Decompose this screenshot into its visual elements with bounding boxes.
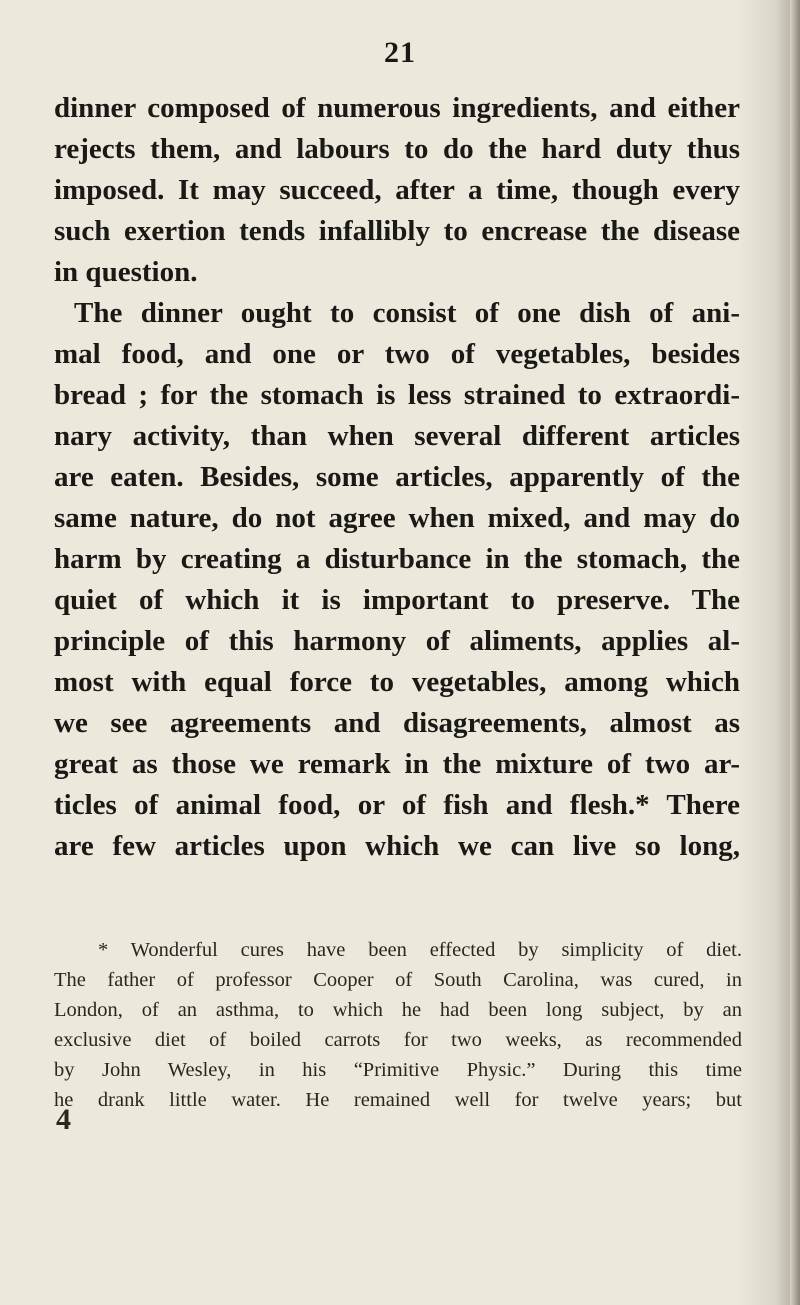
text-line: mal food, and one or two of vegetables, besides — [54, 338, 740, 370]
text-line: same nature, do not agree when mixed, and may do — [54, 502, 740, 534]
text-line: imposed. It may succeed, after a time, though every — [54, 174, 740, 206]
text-line: rejects them, and labours to do the hard duty thus — [54, 133, 740, 165]
footnote-line: by John Wesley, in his “Primitive Physic.” During this time — [54, 1059, 742, 1081]
text-line: dinner composed of numerous ingredients, and either — [54, 92, 740, 124]
footnote-line: The father of professor Cooper of South Carolina, was cured, in — [54, 969, 742, 991]
text-line: bread ; for the stomach is less strained to extraordi- — [54, 379, 740, 411]
text-line: great as those we remark in the mixture of two ar- — [54, 748, 740, 780]
footnote-line: London, of an asthma, to which he had been long subject, by an — [54, 999, 742, 1021]
text-line: quiet of which it is important to preserve. The — [54, 584, 740, 616]
text-line: in question. — [54, 256, 198, 288]
text-line: harm by creating a disturbance in the stomach, the — [54, 543, 740, 575]
body-text — [54, 88, 740, 867]
footnote-line: * Wonderful cures have been effected by simplicity of diet. — [98, 939, 742, 961]
signature-mark: 4 — [56, 1103, 71, 1136]
page-edge-shadow — [790, 0, 800, 1305]
text-line: ticles of animal food, or of fish and flesh.* There — [54, 789, 740, 821]
text-line: are eaten. Besides, some articles, apparently of the — [54, 461, 740, 493]
text-line: we see agreements and disagreements, almost as — [54, 707, 740, 739]
text-line: The dinner ought to consist of one dish of ani- — [74, 297, 740, 329]
page-number: 21 — [384, 36, 416, 69]
footnote — [54, 935, 742, 1115]
text-line: principle of this harmony of aliments, applies al- — [54, 625, 740, 657]
footnote-line: he drank little water. He remained well for twelve years; but — [54, 1089, 742, 1111]
text-line: such exertion tends infallibly to encrease the disease — [54, 215, 740, 247]
footnote-line: exclusive diet of boiled carrots for two weeks, as recommended — [54, 1029, 742, 1051]
text-line: nary activity, than when several different articles — [54, 420, 740, 452]
text-line: most with equal force to vegetables, among which — [54, 666, 740, 698]
text-line: are few articles upon which we can live so long, — [54, 830, 740, 862]
